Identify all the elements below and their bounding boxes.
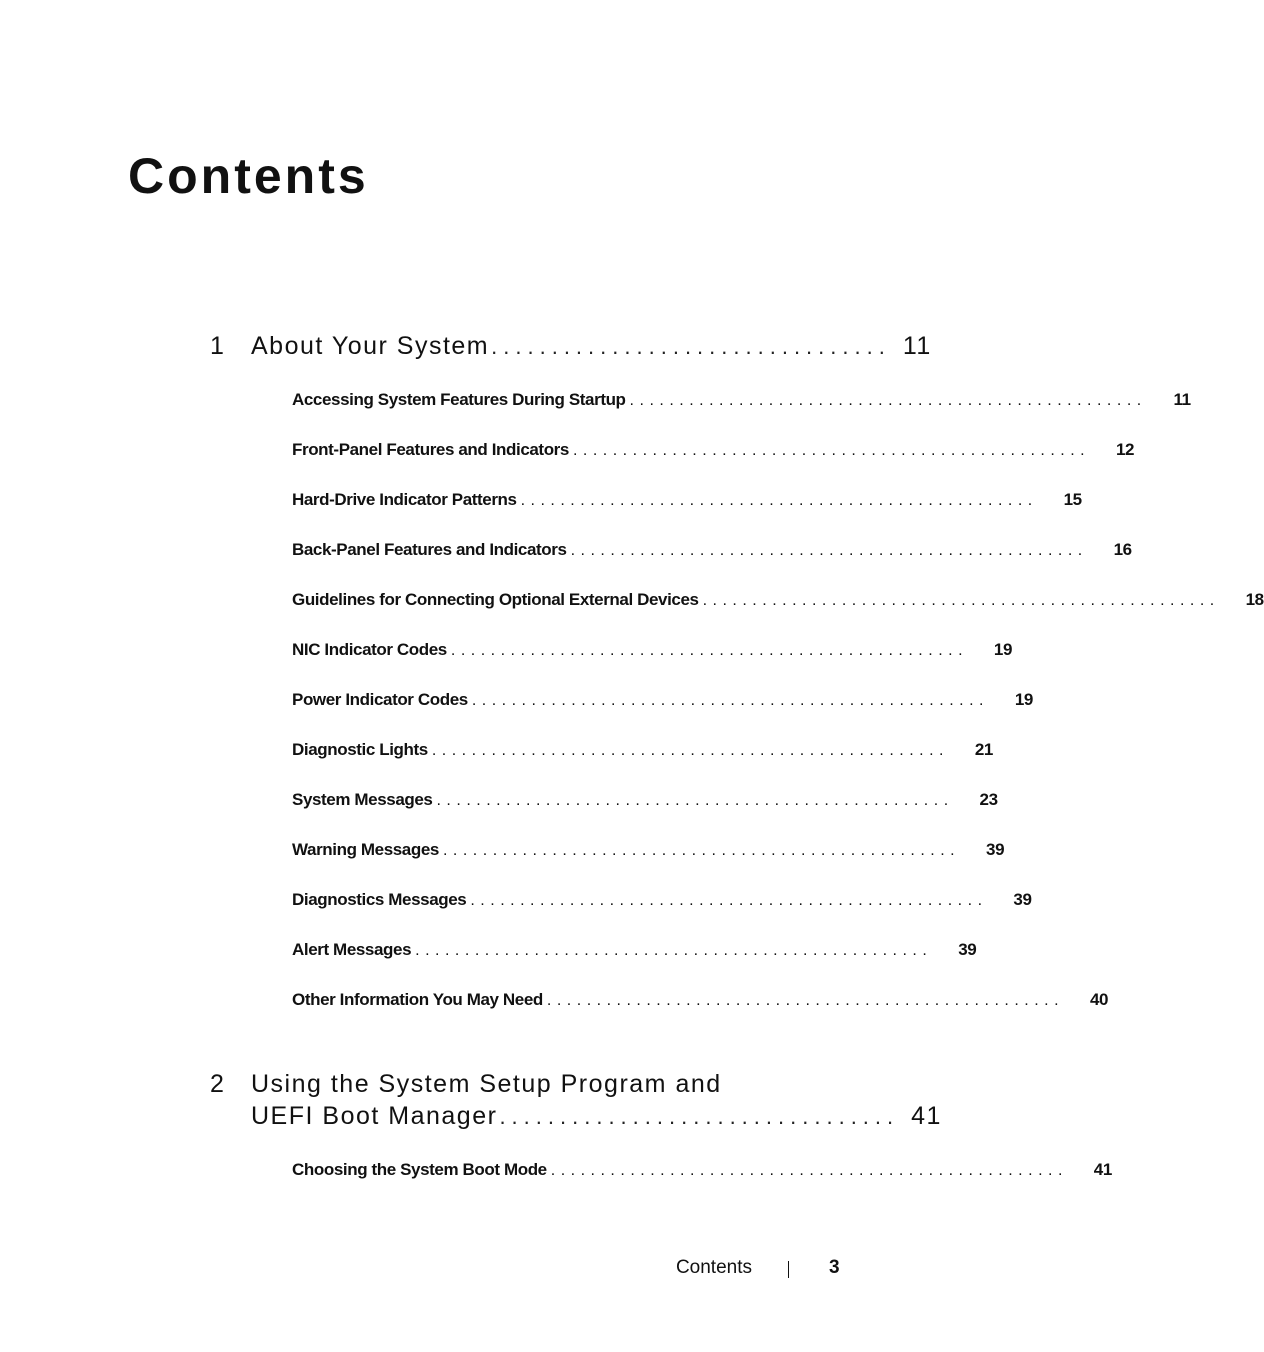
toc-section-entry[interactable]	[292, 588, 1264, 612]
section-title: System Messages	[292, 790, 433, 809]
toc-section-entry[interactable]	[292, 438, 1135, 462]
toc-section-entry[interactable]	[292, 988, 1109, 1012]
section-title: Diagnostic Lights	[292, 740, 428, 759]
section-title: Guidelines for Connecting Optional External Devices	[292, 590, 699, 609]
toc-section-entry[interactable]	[292, 488, 1082, 512]
toc-chapter-entry-line-2[interactable]	[251, 1100, 942, 1132]
toc-section-entry[interactable]	[292, 938, 977, 962]
section-title: Back-Panel Features and Indicators	[292, 540, 567, 559]
chapter-title-line-2: UEFI Boot Manager	[251, 1102, 498, 1130]
section-page-number: 15	[1063, 490, 1082, 509]
chapter-title-line-1: Using the System Setup Program and	[251, 1070, 722, 1098]
dot-leader: ....................................................	[471, 692, 989, 709]
toc-section-entry[interactable]	[292, 788, 998, 812]
dot-leader: .................................	[499, 1104, 900, 1129]
section-page-number: 19	[1014, 690, 1033, 709]
chapter-title: About Your System	[251, 332, 490, 360]
section-title: Choosing the System Boot Mode	[292, 1160, 547, 1179]
toc-section-entry[interactable]	[292, 888, 1032, 912]
toc-section-entry[interactable]	[292, 1158, 1112, 1182]
toc-chapter-entry-line-1[interactable]	[251, 1068, 781, 1100]
section-title: Power Indicator Codes	[292, 690, 468, 709]
section-page-number: 21	[974, 740, 993, 759]
section-title: NIC Indicator Codes	[292, 640, 447, 659]
section-title: Accessing System Features During Startup	[292, 390, 626, 409]
section-page-number: 39	[1013, 890, 1032, 909]
dot-leader: ....................................................	[570, 542, 1088, 559]
section-title: Front-Panel Features and Indicators	[292, 440, 569, 459]
section-title: Hard-Drive Indicator Patterns	[292, 490, 517, 509]
toc-section-entry[interactable]	[292, 538, 1132, 562]
section-page-number: 41	[1093, 1160, 1112, 1179]
dot-leader: ....................................................	[442, 842, 961, 859]
chapter-number: 1	[210, 332, 226, 360]
section-page-number: 16	[1113, 540, 1132, 559]
dot-leader: ....................................................	[436, 792, 954, 809]
toc-chapter-entry[interactable]	[251, 330, 932, 362]
section-title: Other Information You May Need	[292, 990, 543, 1009]
dot-leader: ....................................................	[450, 642, 969, 659]
chapter-number: 2	[210, 1070, 226, 1098]
section-title: Warning Messages	[292, 840, 439, 859]
footer-label: Contents	[675, 1257, 752, 1278]
dot-leader: ....................................................	[629, 392, 1147, 409]
footer-divider	[788, 1261, 789, 1278]
section-page-number: 39	[986, 840, 1005, 859]
toc-section-entry[interactable]	[292, 838, 1005, 862]
dot-leader: ....................................................	[572, 442, 1091, 459]
section-page-number: 40	[1089, 990, 1109, 1009]
dot-leader: ....................................................	[546, 992, 1065, 1009]
dot-leader: ....................................................	[520, 492, 1038, 509]
dot-leader: ....................................................	[702, 592, 1220, 609]
section-page-number: 11	[1173, 390, 1191, 409]
dot-leader: .................................	[491, 334, 891, 359]
dot-leader: ....................................................	[431, 742, 949, 759]
dot-leader: ....................................................	[550, 1162, 1068, 1179]
section-page-number: 39	[958, 940, 977, 959]
page-title: Contents	[128, 148, 369, 204]
toc-section-entry[interactable]	[292, 638, 1013, 662]
toc-section-entry[interactable]	[292, 738, 993, 762]
dot-leader: ....................................................	[415, 942, 933, 959]
section-page-number: 23	[979, 790, 998, 809]
chapter-page-number: 11	[902, 332, 932, 360]
section-title: Alert Messages	[292, 940, 412, 959]
page-footer	[0, 1256, 954, 1280]
toc-section-entry[interactable]	[292, 388, 1191, 412]
toc-section-entry[interactable]	[292, 688, 1033, 712]
section-page-number: 12	[1116, 440, 1135, 459]
dot-leader: ....................................................	[470, 892, 988, 909]
footer-page-number: 3	[829, 1257, 840, 1278]
section-page-number: 19	[993, 640, 1013, 659]
section-page-number: 18	[1245, 590, 1264, 609]
chapter-page-number: 41	[911, 1102, 942, 1130]
section-title: Diagnostics Messages	[292, 890, 467, 909]
